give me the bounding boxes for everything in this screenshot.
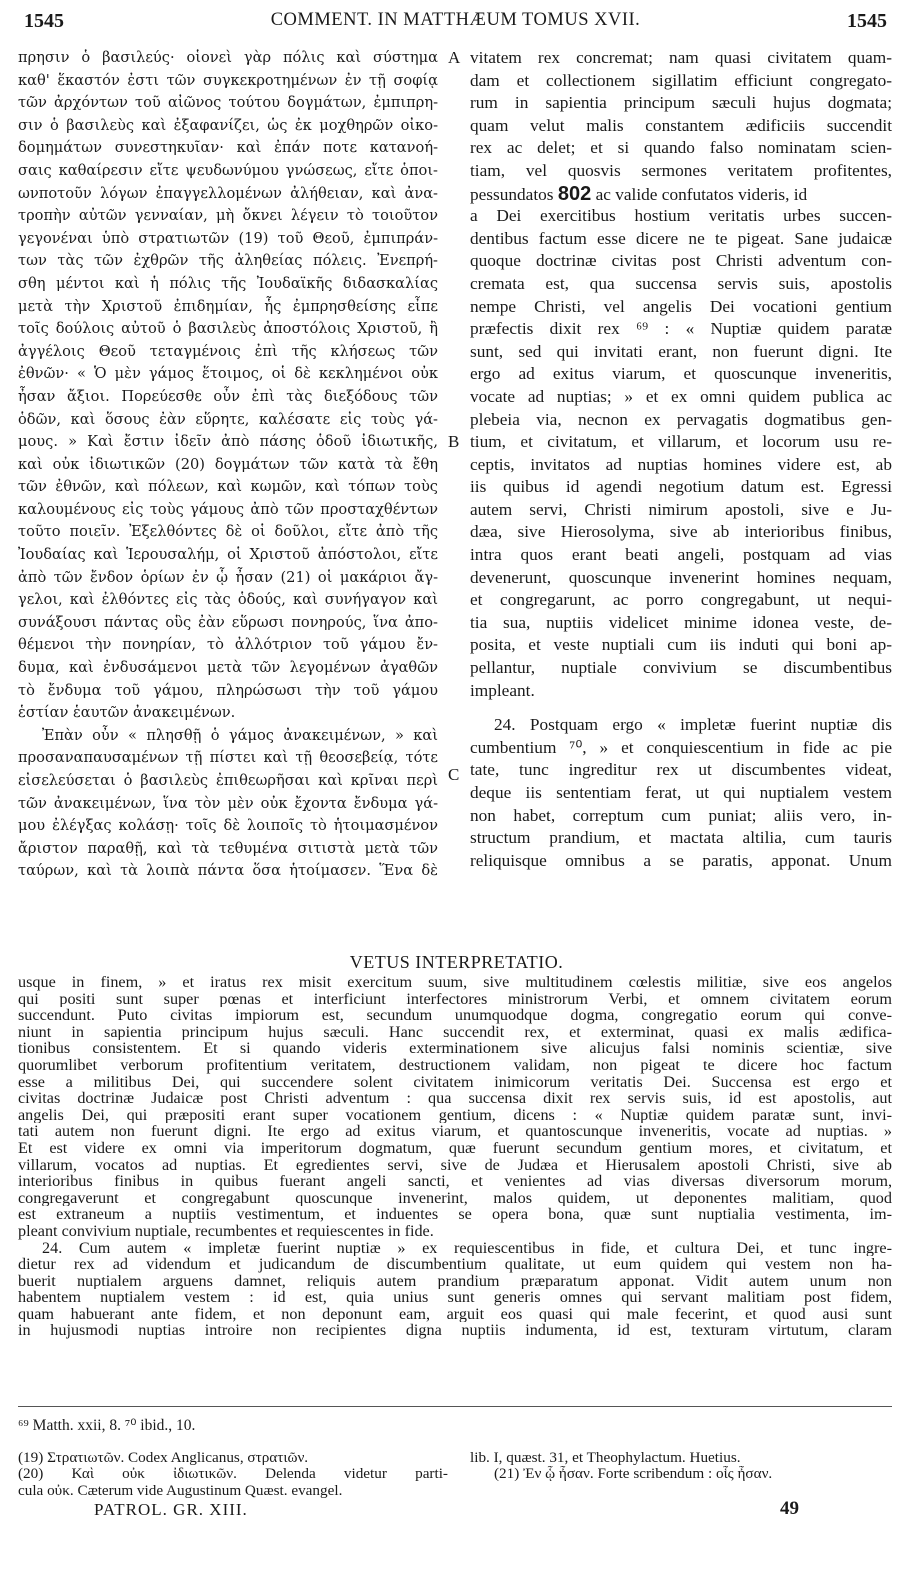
page-number-right: 1545 <box>847 10 887 32</box>
greek-line: τοῦτο ποιεῖν. Ἐξελθόντες δὲ οἱ δοῦλοι, εἴτε ἀπὸ τῆς <box>18 523 438 541</box>
volume-signature: PATROL. GR. XIII. <box>94 1500 248 1519</box>
margin-letter-c: C <box>448 765 460 784</box>
latin-line: vocate ad nuptias; » et ex omni quidem publica ac <box>470 386 892 406</box>
greek-line: τῶν ἀρχόντων τοῦ αἰῶνος τούτου δογμάτων, ἐμπιπρη- <box>18 94 438 112</box>
greek-line: ωνποτοῦν λόγων ἐπαγγελλομένων ἀλήθειαν, καὶ ἀνα- <box>18 184 438 202</box>
scripture-references: ⁶⁹ Matth. xxii, 8. ⁷⁰ ibid., 10. <box>18 1417 196 1434</box>
latin-line: quam velut malis constantem ædificiis succendit <box>470 115 892 135</box>
greek-line: σαις καθαίρεσιν εἴτε ψευδωνύμου γνώσεως, εἴτε ὁποι- <box>18 161 438 179</box>
page-header <box>24 10 887 36</box>
vetus-line: in hujusmodi nuptias introire non recipientes digna nuptiis indumenta, id est, texturam virtutum, claram <box>18 1322 892 1340</box>
greek-line: τὸ ἔνδυμα τοῦ γάμου, πληρώσωσι τὴν τοῦ γάμου <box>18 681 438 699</box>
latin-line: 24. Postquam ergo « impletæ fuerint nuptiæ dis <box>494 715 892 735</box>
greek-line: καλουμένους εἰς τοὺς γάμους ἀπὸ τῶν προσταχθέντων <box>18 500 438 518</box>
greek-line: ἀπὸ τῶν ἔνδον ὁρίων ἐν ᾧ ἦσαν (21) οἱ μακάριοι ἄγ- <box>18 568 438 586</box>
note-line: (20) Καὶ οὐκ ἰδιωτικῶν. Delenda videtur parti- <box>18 1466 448 1483</box>
latin-line: ergo ad exitus viarum, et quoscunque inveneritis, <box>470 364 892 384</box>
vetus-line: buerit nuptialem arguens damnet, reliquis autem prandium præparatum apponat. Vidit autem unum non <box>18 1272 892 1290</box>
signature-number: 49 <box>780 1498 799 1519</box>
vetus-line: quam habuerant ante fidem, et non deponunt eam, arguit eos quasi qui male fecerint, et quod ausi sunt <box>18 1305 892 1323</box>
vetus-line: angelis Dei, qui præpositi erant super vocationem gentium, dicens : « Nuptiæ quidem paratæ sunt, invi- <box>18 1106 892 1124</box>
margin-letter-a: A <box>448 48 461 67</box>
greek-line: συνάξουσι πάντας οὓς ἐὰν εὕρωσι πονηρούς, ἵνα ἀπο- <box>18 613 438 631</box>
note-line: lib. I, quæst. 31, et Theophylactum. Huetius. <box>470 1450 741 1466</box>
vetus-line: tati autem non fuerunt digni. Ite ergo ad exitus viarum, et quantoscunque inveneritis, vocate ad nuptias. » <box>18 1123 892 1140</box>
latin-line: non habet, correptum cum puniat; aliis vero, in- <box>470 805 892 825</box>
latin-line: tia sua, nuptiis videlicet minime idonea veste, de- <box>470 612 892 632</box>
margin-letter-b: B <box>448 432 460 451</box>
vetus-line: succendunt. Puto civitas impiorum est, secundum unumquodque dogma, congregatio eorum qui conve- <box>18 1007 892 1024</box>
greek-line: εἰσελεύσεται ὁ βασιλεὺς ἐπιθεωρῆσαι καὶ κρῖναι περὶ <box>18 772 438 789</box>
latin-column <box>470 47 892 872</box>
greek-line: τοῖς δούλοις αὐτοῦ ὁ βασιλεὺς ἀποστόλοις Χριστοῦ, ἢ <box>18 320 438 338</box>
greek-line: καθ' ἕκαστόν ἐστι τῶν συγκεκροτημένων ἐν τῇ σοφίᾳ <box>18 71 438 89</box>
latin-line: impleant. <box>470 680 535 700</box>
greek-line: προσαναπαυσαμένων τῇ πίστει καὶ τῇ θεοσεβείᾳ, τότε <box>18 749 438 767</box>
latin-line: quoque doctrinæ civitas post Christi adventum con- <box>470 251 892 271</box>
vetus-line: interioribus finibus in quibus fuerant angeli sancti, et venientes ad vias diversas diversorum morum, <box>18 1173 892 1190</box>
vetus-line: congregaverunt et congregabunt quoscunque invenerint, malos quidem, ut deponentes malitiam, quod <box>18 1189 892 1207</box>
latin-line: tiam, vel quosvis sermones veritatem profitentes, <box>470 160 892 180</box>
greek-line: ἦσαν ἄξιοι. Πορεύεσθε οὖν ἐπὶ τὰς διεξόδους τῶν <box>18 387 438 405</box>
greek-line: σιν ὁ βασιλεὺς καὶ ἐξαφανίζει, ὡς ἐκ μοχθηρῶν οἰκο- <box>18 116 438 134</box>
greek-line: καὶ οὐκ ἰδιωτικῶν (20) δογμάτων τῶν κατὰ τὰ ἔθη <box>18 455 438 473</box>
latin-line: structum prandium, et mactata altilia, cum tauris <box>470 828 892 848</box>
note-line: (21) Ἐν ᾧ ἦσαν. Forte scribendum : οἷς ἦσαν. <box>494 1466 773 1483</box>
greek-line: τροπὴν αὐτῶν γενναίαν, μὴ ὄκνει λέγειν τὸ τοιοῦτον <box>18 207 438 225</box>
greek-line: ἐθνῶν· « Ὁ μὲν γάμος ἕτοιμος, οἱ δὲ κεκλημένοι οὐκ <box>18 365 438 383</box>
greek-line: γεγονέναι ὑπὸ στρατιωτῶν (19) τοῦ Θεοῦ, ἐμπιπράν- <box>18 229 438 247</box>
latin-line: devenerunt, quoscunque invenerint homines nequam, <box>470 567 892 587</box>
latin-line: ceptis, invitatos ad nuptias homines videre est, ab <box>470 454 892 474</box>
latin-line-with-column-number <box>470 183 892 206</box>
paragraph-gap <box>470 702 892 714</box>
greek-line: πρησιν ὁ βασιλεύς· οἱονεὶ γὰρ πόλις καὶ σύστημα <box>18 49 438 66</box>
latin-line: rex ac delet; et si quando falso nominatam scien- <box>470 138 892 158</box>
vetus-line: habentem nuptialem vestem : id est, quia unius sunt generis omnes qui servant malitiam post fidem, <box>18 1289 892 1306</box>
vetus-line: dietur rex ad videndum et judicandum de discumbentium qualitate, ut eum quidem qui vestem non ha- <box>18 1256 892 1273</box>
latin-line: dentibus factum esse dicere ne te pigeat. Sane judaicæ <box>470 228 892 248</box>
greek-line: ταύρων, καὶ τὰ λοιπὰ πάντα ὅσα ἡτοίμασεν. Ἕνα δὲ <box>18 862 438 880</box>
latin-line: tate, tunc ingreditur rex ut discumbentes videat, <box>470 760 892 780</box>
latin-line: posita, et veste nuptiali cum iis induti qui boni ap- <box>470 635 892 655</box>
vetus-line: usque in finem, » et iratus rex misit exercitum suum, sive multitudinem cœlestis militiæ, sive eos angelos <box>18 974 892 991</box>
latin-line: autem servi, Christi nimirum apostoli, sive e Ju- <box>470 499 892 519</box>
greek-line: μου ἐλέγξας κολάσῃ· τοῖς δὲ λοιποῖς τὸ ἡτοιμασμένον <box>18 817 438 835</box>
latin-line: pellantur, nuptiale convivium se discumbentibus <box>470 658 892 678</box>
column-number: 802 <box>557 182 592 205</box>
latin-line: dæa, sive Hierosolyma, sive ab interioribus finibus, <box>470 522 892 542</box>
latin-line: deque iis sententiam ferat, ut qui nuptialem vestem <box>470 783 892 802</box>
greek-line: Ἐπὰν οὖν « πλησθῇ ὁ γάμος ἀνακειμένων, » καὶ <box>42 726 438 744</box>
latin-line: dam et collectionem sigillatim efficiunt congregato- <box>470 70 892 90</box>
greek-line: ἀγγέλοις Θεοῦ τεταγμένοις ἐπὶ τῆς κλήσεως τῶν <box>18 342 438 360</box>
latin-line: tium, et civitatum, et villarum, et locorum usu re- <box>470 432 892 452</box>
vetus-line: est extraneum a nuptiis vestimentum, et induentes se opera bona, quæ sunt nuptialia vestimenta, im- <box>18 1206 892 1223</box>
vetus-interpretatio-body <box>18 974 892 1339</box>
latin-line: et congregarunt, ac porro congregabunt, ut nequi- <box>470 590 892 610</box>
latin-line: vitatem rex concremat; nam quasi civitatem quam- <box>470 48 892 67</box>
latin-line-fragment: ac valide confutatos videris, id <box>595 184 808 204</box>
running-title: COMMENT. IN MATTHÆUM TOMUS XVII. <box>270 10 641 30</box>
vetus-line: esse a militibus Dei, qui succendere solent civitatem inimicorum veritatis Dei. Succensa est ergo et <box>18 1073 892 1091</box>
greek-column <box>18 47 438 883</box>
greek-line: μετὰ τὴν Χριστοῦ ἐπιδημίαν, ἧς ἐμπρησθείσης εἶπε <box>18 297 438 315</box>
critical-notes-right <box>470 1450 892 1483</box>
critical-notes-left <box>18 1450 448 1499</box>
vetus-interpretatio-title: VETUS INTERPRETATIO. <box>349 952 564 972</box>
note-line: (19) Στρατιωτῶν. Codex Anglicanus, στρατιῶν. <box>18 1450 309 1466</box>
latin-line: intra quos erant beati angeli, postquam ad vias <box>470 545 892 565</box>
latin-line: præfectis dixit rex ⁶⁹ : « Nuptiæ quidem paratæ <box>470 319 892 339</box>
vetus-line: Et est videre ex omni via imperitorum dogmatum, quæ fuerunt secundum gentium mores, et civitatum, et <box>18 1139 892 1157</box>
vetus-line: qui positi sunt super pœnas et interficiunt interfectores ministrorum Verbi, et omnem civitatem eorum <box>18 990 892 1008</box>
latin-line: cremata est, qua succensa servis suis, apostolis <box>470 273 892 293</box>
vetus-line: quorumlibet verborum profitentium veritatem, destructionem validam, non pigeat te dicere hoc factum <box>18 1056 892 1074</box>
greek-line: ἄριστον παραθῇ, καὶ τὰ τεθυμένα σιτιστὰ μετὰ τῶν <box>18 839 438 857</box>
latin-line: iis quibus id agendi negotium datum est. Egressi <box>470 477 892 497</box>
greek-line: δομημάτων συνεστηκυῖαν· καὶ ἐπάν ποτε κατανοή- <box>18 139 438 157</box>
greek-line: σθη μέντοι καὶ ἡ πόλις τῆς Ἰουδαϊκῆς διδασκαλίας <box>18 274 438 292</box>
vetus-line: 24. Cum autem « impletæ fuerint nuptiæ » ex requiescentibus in fide, et cultura Dei, et tunc ingre- <box>42 1239 892 1257</box>
greek-line: μους. » Καὶ ἔστιν ἰδεῖν ἀπὸ πάσης ὁδοῦ ἰδιωτικῆς, <box>18 433 438 451</box>
greek-line: ὁδῶν, καὶ ὅσους ἐὰν εὕρητε, καλέσατε εἰς τοὺς γά- <box>18 410 438 428</box>
latin-line-fragment: pessundatos <box>470 184 554 204</box>
greek-line: θέμενοι τὴν πονηρίαν, τὸ ἀλλότριον τοῦ γάμου ἔν- <box>18 636 438 654</box>
latin-line: sunt, sed qui invitati erant, non fuerunt digni. Ite <box>470 341 892 361</box>
greek-line: γελοι, καὶ ἐλθόντες εἰς τὰς ὁδούς, καὶ συνήγαγον καὶ <box>18 591 438 609</box>
vetus-line: villarum, vocatos ad nuptias. Et egredientes servi, sive de Judæa et Hierusalem apostoli Christi, sive ab <box>18 1156 892 1174</box>
latin-line: plebeia via, necnon ex pervagatis dogmatibus gen- <box>470 409 892 429</box>
greek-line: δυμα, καὶ ἐνδυσάμενοι μετὰ τῶν λεγομένων ἀγαθῶν <box>18 659 438 677</box>
vetus-line: tionibus consistentem. Et si quando videris exterminationem sive alicujus falsi nominis scientiæ, sive <box>18 1040 892 1057</box>
vetus-line: civitas doctrinæ Judaicæ post Christi adventum : qua succensa dixit rex servis suis, id est apostolis, aut <box>18 1090 892 1107</box>
footnote-divider <box>18 1406 892 1407</box>
latin-line: a Dei exercitibus hostium veritatis urbes succen- <box>470 206 892 226</box>
greek-line: ἑστίαν ἑαυτῶν ἀνακειμένων. <box>18 704 236 722</box>
vetus-line: niunt in sapientia principum hujus sæculi. Hanc succendit rex, et exterminat, quasi ex malis ædifica- <box>18 1023 892 1041</box>
greek-line: τῶν ἀνακειμένων, ἵνα τὸν μὲν οὐκ ἔχοντα ἔνδυμα γά- <box>18 794 438 812</box>
note-line: cula οὐκ. Cæterum vide Augustinum Quæst. evangel. <box>18 1482 343 1499</box>
greek-line: τῶν ἐθνῶν, καὶ πόλεων, καὶ κωμῶν, καὶ τόπων τοὺς <box>18 478 438 496</box>
greek-line: Ἰουδαίας καὶ Ἱερουσαλήμ, οἱ Χριστοῦ ἀπόστολοι, εἴτε <box>18 546 438 564</box>
latin-line: reliquisque omnibus a se paratis, apponat. Unum <box>470 850 892 870</box>
latin-line: cumbentium ⁷⁰, » et conquiescentium in fide ac pie <box>470 737 892 757</box>
greek-line: των τὰς τῶν ἐχθρῶν τῆς ἀληθείας πόλεις. Ἐνεπρή- <box>18 252 438 270</box>
page-number-left: 1545 <box>24 10 64 32</box>
vetus-line: pleant convivium nuptiale, recumbentes et requiescentes in fide. <box>18 1222 434 1240</box>
latin-line: rum in sapientia principum sæculi hujus dogmata; <box>470 93 892 113</box>
latin-line: nempe Christi, vel angelis Dei vocationi gentium <box>470 296 892 316</box>
